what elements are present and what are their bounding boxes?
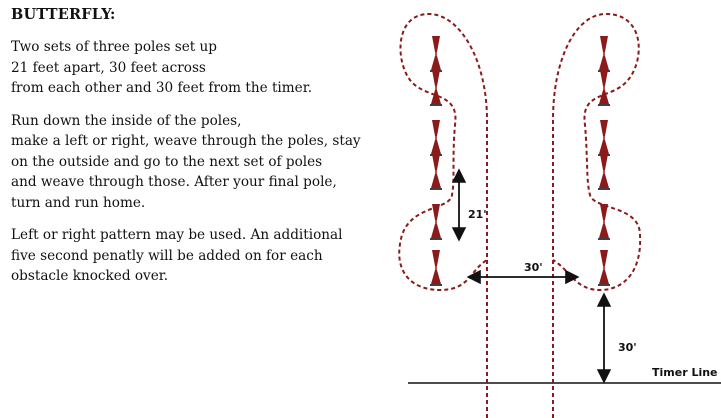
pole-base [599, 56, 609, 70]
pole-spacing-label: 21' [468, 208, 487, 221]
instruction-line: and weave through those. After your final pole, [11, 174, 337, 190]
pole-base [599, 270, 609, 284]
instruction-line: 21 feet apart, 30 feet across [11, 59, 206, 76]
instruction-line: on the outside and go to the next set of poles [11, 153, 323, 170]
right-run-path [553, 14, 640, 418]
pole-base [431, 174, 441, 188]
instruction-line: Left or right pattern may be used. An additional [11, 227, 343, 243]
instruction-line: make a left or right, weave through the poles, stay [11, 133, 361, 149]
pole [430, 250, 442, 285]
pole [430, 36, 442, 71]
timer-distance-label: 30' [618, 341, 637, 354]
pole-base [431, 224, 441, 238]
pole-base [431, 140, 441, 154]
instruction-line: from each other and 30 feet from the timer. [11, 80, 313, 96]
pole-top [432, 36, 440, 52]
pole-top [432, 70, 440, 86]
pole [598, 120, 610, 155]
pole-top [600, 250, 608, 266]
pole-base [599, 140, 609, 154]
pole [430, 204, 442, 239]
pole-base [431, 56, 441, 70]
across-label: 30' [524, 261, 543, 274]
pole-top [600, 154, 608, 170]
pole-base [599, 174, 609, 188]
pole [430, 154, 442, 189]
pole [430, 120, 442, 155]
pole-top [600, 70, 608, 86]
timer-line-label: Timer Line [652, 366, 718, 379]
pole-base [599, 224, 609, 238]
pole-top [432, 250, 440, 266]
pole [598, 70, 610, 105]
pole [598, 250, 610, 285]
pole [598, 154, 610, 189]
instruction-line: turn and run home. [11, 194, 146, 211]
pole-top [600, 204, 608, 220]
pole [598, 36, 610, 71]
pole [430, 70, 442, 105]
pattern-title: BUTTERFLY: [11, 6, 116, 23]
pole-top [600, 120, 608, 136]
instruction-line: five second penatly will be added on for each [11, 247, 323, 264]
pole-top [432, 204, 440, 220]
pole-top [432, 154, 440, 170]
pole-top [600, 36, 608, 52]
instruction-line: obstacle knocked over. [11, 268, 169, 284]
instruction-line: Two sets of three poles set up [11, 39, 218, 55]
pole-top [432, 120, 440, 136]
pole-base [431, 270, 441, 284]
instruction-line: Run down the inside of the poles, [11, 112, 242, 129]
pole [598, 204, 610, 239]
